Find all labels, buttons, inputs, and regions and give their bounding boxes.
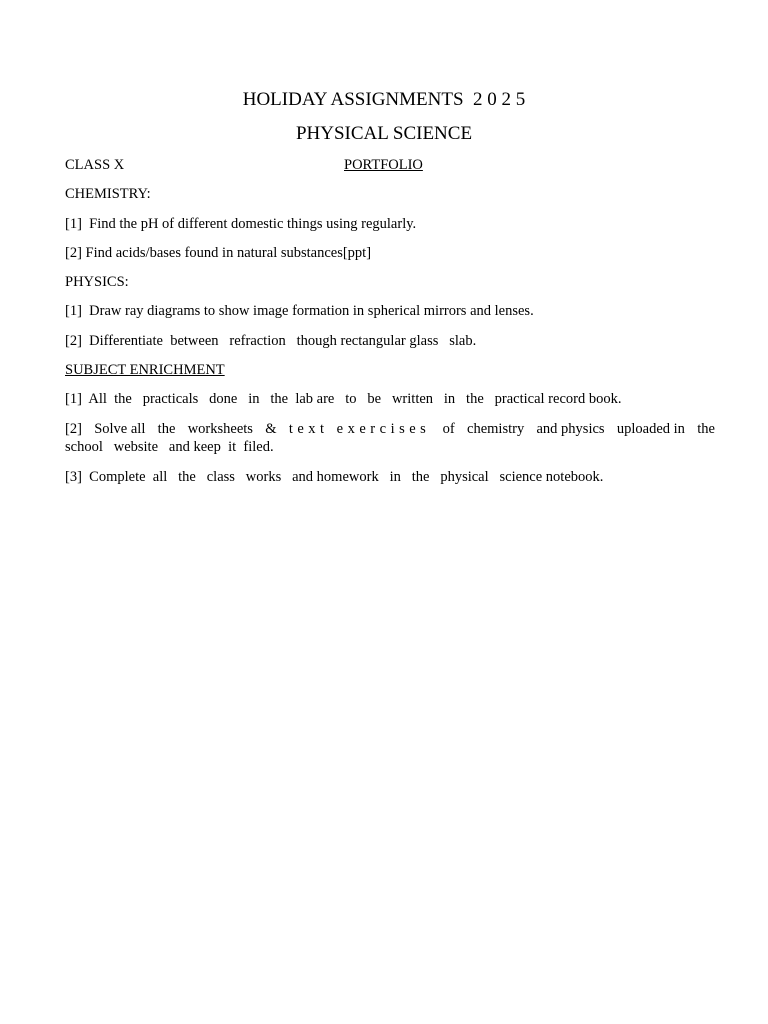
word: chemistry bbox=[467, 421, 525, 437]
enrichment-item-3: [3] Complete all the class works and homework in the physical science notebook. bbox=[65, 469, 604, 485]
chemistry-item-1: [1] Find the pH of different domestic things using regularly. bbox=[65, 216, 417, 232]
word: uploaded in bbox=[616, 421, 685, 437]
physics-item-2: [2] Differentiate between refraction though rectangular glass slab. bbox=[65, 333, 477, 349]
word: the bbox=[157, 421, 176, 437]
word: text exercises bbox=[288, 421, 431, 437]
document-title: HOLIDAY ASSIGNMENTS 2 0 2 5 bbox=[242, 89, 526, 110]
word: of bbox=[442, 421, 455, 437]
word: worksheets bbox=[187, 421, 253, 437]
enrichment-heading: SUBJECT ENRICHMENT bbox=[65, 362, 225, 378]
word: Solve all bbox=[94, 421, 146, 437]
document-subtitle: PHYSICAL SCIENCE bbox=[295, 123, 473, 144]
enrichment-item-1: [1] All the practicals done in the lab are to be written in the practical record book. bbox=[65, 391, 622, 407]
chemistry-item-2: [2] Find acids/bases found in natural substances[ppt] bbox=[65, 245, 372, 261]
physics-item-1: [1] Draw ray diagrams to show image formation in spherical mirrors and lenses. bbox=[65, 303, 534, 319]
word: & bbox=[265, 421, 277, 437]
word: the bbox=[697, 421, 715, 437]
enrichment-item-2-line-1 bbox=[65, 420, 715, 438]
portfolio-label: PORTFOLIO bbox=[344, 157, 423, 173]
enrichment-item-2-line-2: school website and keep it filed. bbox=[65, 439, 274, 455]
word: and physics bbox=[536, 421, 605, 437]
class-label: CLASS X bbox=[65, 157, 125, 173]
chemistry-heading: CHEMISTRY: bbox=[65, 186, 151, 202]
word: [2] bbox=[65, 421, 82, 437]
physics-heading: PHYSICS: bbox=[65, 274, 129, 290]
